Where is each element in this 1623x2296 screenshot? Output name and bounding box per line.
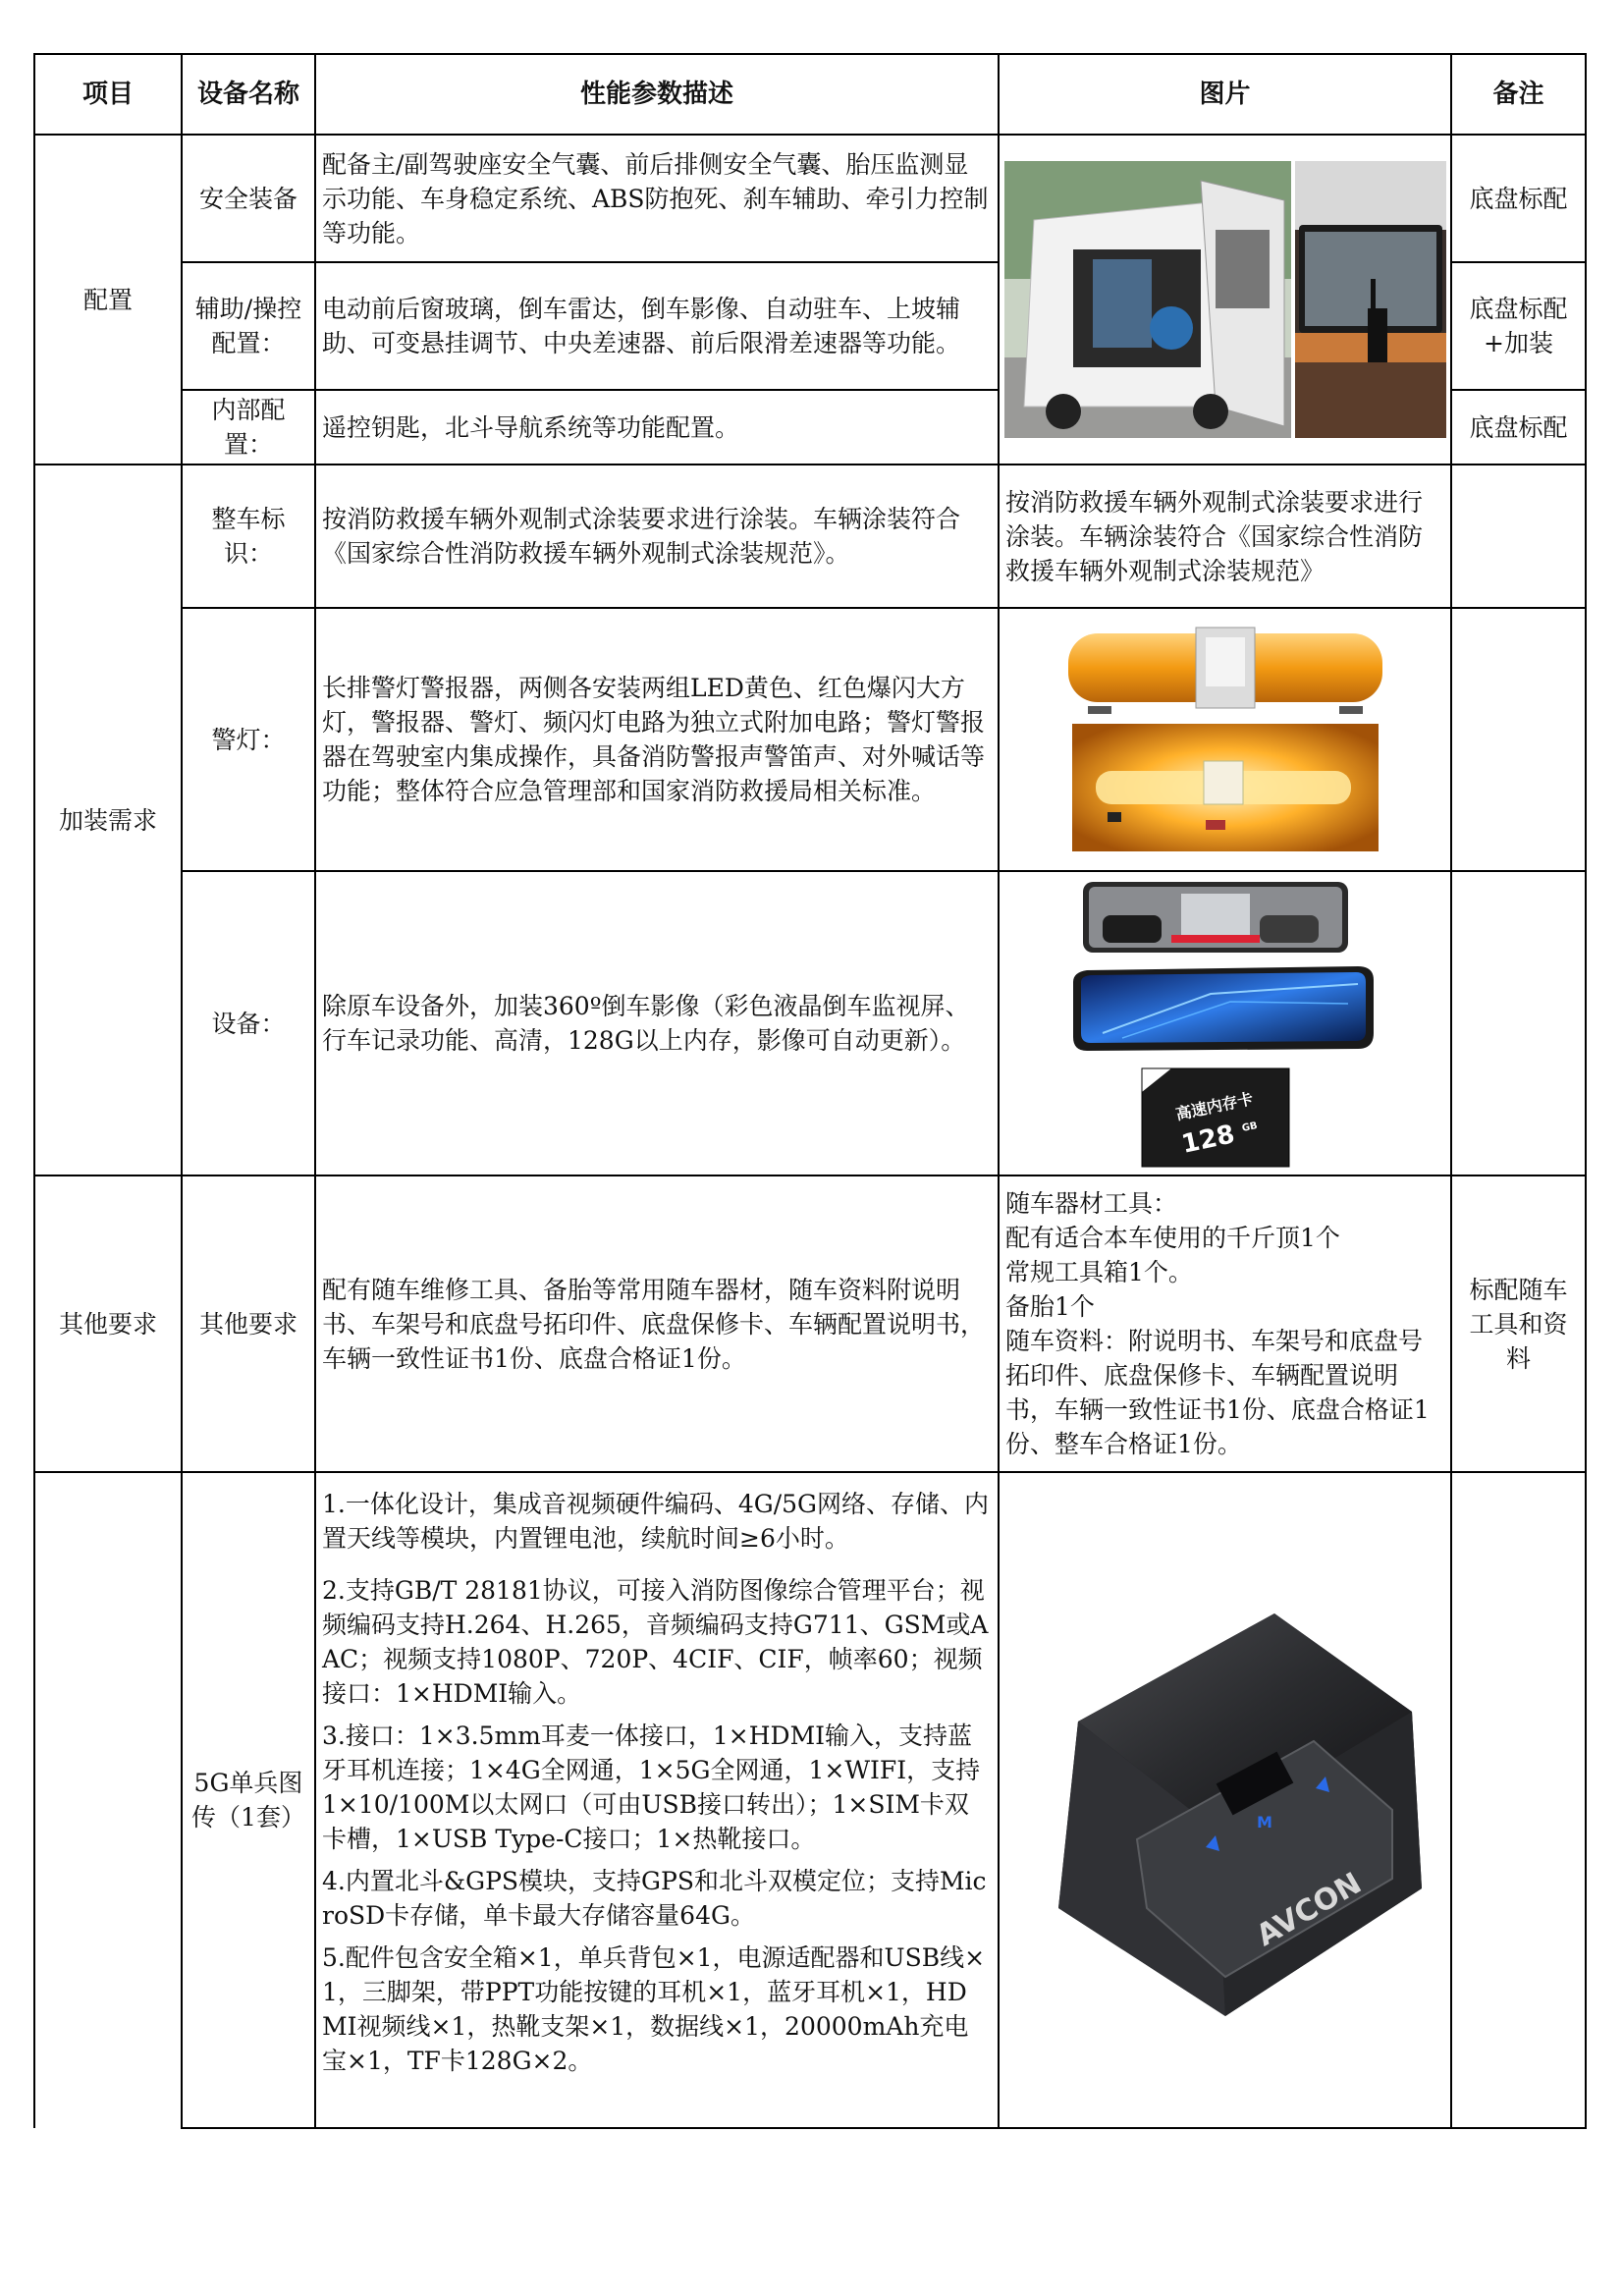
image-text-list <box>999 1175 1451 1472</box>
header-row <box>34 54 1586 135</box>
spec-table <box>33 53 1587 2129</box>
header-spec: 性能参数描述 <box>315 54 999 135</box>
table-row <box>34 871 1586 1175</box>
list-item: 配有适合本车使用的千斤顶1个 <box>1005 1224 1340 1252</box>
spec-desc: 除原车设备外，加装360º倒车影像（彩色液晶倒车监视屏、行车记录功能、高清，128G以上内存，影像可自动更新）。 <box>315 871 999 1175</box>
spec-desc: 遥控钥匙，北斗导航系统等功能配置。 <box>315 390 999 465</box>
note-cell <box>1451 871 1586 1175</box>
table-row <box>34 465 1586 608</box>
spec-desc: 配备主/副驾驶座安全气囊、前后排侧安全气囊、胎压监测显示功能、车身稳定系统、ABS防抱死、刹车辅助、牵引力控制等功能。 <box>315 135 999 262</box>
reverse-camera-photo <box>1063 876 1387 1171</box>
header-image: 图片 <box>999 54 1451 135</box>
list-item: 随车器材工具： <box>1005 1189 1178 1218</box>
list-item: 备胎1个 <box>1005 1292 1095 1321</box>
note-cell <box>1451 608 1586 871</box>
table-row <box>34 1472 1586 2128</box>
spec-paragraph: 2.支持GB/T 28181协议，可接入消防图像综合管理平台；视频编码支持H.264、H.265，音频编码支持G711、GSM或AAC；视频支持1080P、720P、4CIF、CIF，帧率60；视频接口：1×HDMI输入。 <box>322 1576 989 1708</box>
note-cell: 底盘标配 <box>1451 135 1586 262</box>
spec-paragraph: 4.内置北斗&GPS模块，支持GPS和北斗双模定位；支持MicroSD卡存储，单卡最大存储容量64G。 <box>322 1867 987 1930</box>
list-item: 常规工具箱1个。 <box>1005 1258 1193 1286</box>
lightbar-photo <box>1068 624 1382 855</box>
device-photo-cell <box>999 1472 1451 2128</box>
table-row <box>34 608 1586 871</box>
group-other: 其他要求 <box>34 1175 182 1472</box>
device-name: 整车标识： <box>182 465 315 608</box>
spec-desc: 长排警灯警报器，两侧各安装两组LED黄色、红色爆闪大方灯，警报器、警灯、频闪灯电路为独立式附加电路；警灯警报器在驾驶室内集成操作，具备消防警报声警笛声、对外喊话等功能；整体符合应急管理部和国家消防救援局相关标准。 <box>315 608 999 871</box>
brand-logo: AVCON <box>1250 1866 1368 1954</box>
note-cell <box>1451 1472 1586 2128</box>
button-m-label: M <box>1256 1813 1272 1831</box>
spec-paragraph: 5.配件包含安全箱×1，单兵背包×1，电源适配器和USB线×1，三脚架，带PPT功能按键的耳机×1，蓝牙耳机×1，HDMI视频线×1，热靴支架×1，数据线×1，20000mAh充电宝×1，TF卡128G×2。 <box>322 1943 986 2075</box>
note-cell: 底盘标配 <box>1451 390 1586 465</box>
spec-paragraph: 3.接口：1×3.5mm耳麦一体接口，1×HDMI输入，支持蓝牙耳机连接；1×4G全网通，1×5G全网通，1×WIFI，支持1×10/100M以太网口（可由USB接口转出）；1×SIM卡双卡槽，1×USB Type-C接口；1×热靴接口。 <box>322 1722 981 1853</box>
device-name: 内部配置： <box>182 390 315 465</box>
device-name: 安全装备 <box>182 135 315 262</box>
spec-paragraph: 1.一体化设计，集成音视频硬件编码、4G/5G网络、存储、内置天线等模块，内置锂电池，续航时间≥6小时。 <box>322 1490 990 1553</box>
header-note: 备注 <box>1451 54 1586 135</box>
group-config: 配置 <box>34 135 182 465</box>
device-name: 辅助/操控配置： <box>182 262 315 390</box>
device-name: 警灯： <box>182 608 315 871</box>
spec-desc: 电动前后窗玻璃，倒车雷达，倒车影像、自动驻车、上坡辅助、可变悬挂调节、中央差速器、前后限滑差速器等功能。 <box>315 262 999 390</box>
sdcard-capacity: 128 <box>1178 1120 1237 1160</box>
vehicle-photo-cell <box>999 135 1451 465</box>
table-row <box>34 135 1586 262</box>
spec-desc: 按消防救援车辆外观制式涂装要求进行涂装。车辆涂装符合《国家综合性消防救援车辆外观制式涂装规范》。 <box>315 465 999 608</box>
device-name: 5G单兵图传（1套） <box>182 1472 315 2128</box>
table-row <box>34 1175 1586 1472</box>
list-item: 随车资料：附说明书、车架号和底盘号拓印件、底盘保修卡、车辆配置说明书，车辆一致性证书1份、底盘合格证1份、整车合格证1份。 <box>1005 1327 1430 1458</box>
note-cell: 标配随车工具和资料 <box>1451 1175 1586 1472</box>
header-device: 设备名称 <box>182 54 315 135</box>
camera-photo-cell <box>999 871 1451 1175</box>
note-cell: 底盘标配+加装 <box>1451 262 1586 390</box>
note-cell <box>1451 465 1586 608</box>
spec-desc: 配有随车维修工具、备胎等常用随车器材，随车资料附说明书、车架号和底盘号拓印件、底盘保修卡、车辆配置说明书，车辆一致性证书1份、底盘合格证1份。 <box>315 1175 999 1472</box>
group-empty <box>34 1472 182 2128</box>
sdcard-unit: GB <box>1240 1120 1259 1134</box>
lightbar-photo-cell <box>999 608 1451 871</box>
sdcard-label: 高速内存卡 <box>1173 1089 1255 1124</box>
device-name: 其他要求 <box>182 1175 315 1472</box>
header-item: 项目 <box>34 54 182 135</box>
device-name: 设备： <box>182 871 315 1175</box>
spec-desc <box>315 1472 999 2128</box>
image-text: 按消防救援车辆外观制式涂装要求进行涂装。车辆涂装符合《国家综合性消防救援车辆外观制式涂装规范》 <box>999 465 1451 608</box>
group-addon: 加装需求 <box>34 465 182 1175</box>
transmitter-device-photo <box>1019 1594 1432 2026</box>
vehicle-interior-photo <box>1004 161 1446 438</box>
